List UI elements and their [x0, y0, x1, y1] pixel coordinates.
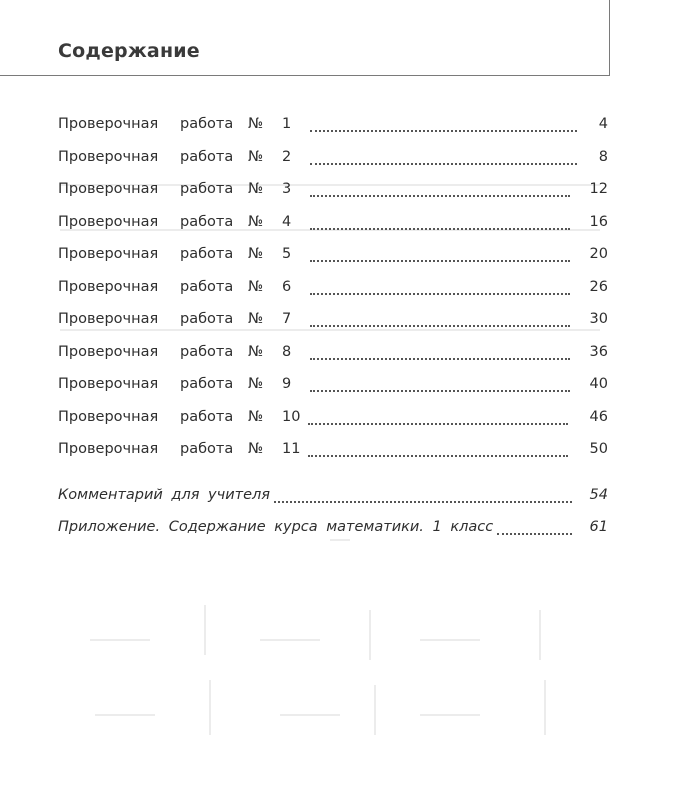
entry-number: 10 [282, 408, 301, 425]
entry-number-sign: № [248, 148, 264, 165]
dot-leader [310, 191, 570, 197]
entry-label-word: Проверочная [58, 376, 159, 392]
entry-label-word: работа [180, 408, 234, 425]
entry-label-word: работа [180, 441, 234, 457]
entry-label-word: Проверочная [58, 116, 159, 132]
entry-page-number: 54 [589, 487, 608, 503]
entry-label-word: Проверочная [58, 278, 159, 295]
entry-label-word: Проверочная [58, 441, 159, 457]
entry-label: Приложение. Содержание курса математики. 1 класс [58, 519, 494, 535]
entry-page-number: 61 [589, 519, 608, 535]
entry-number: 2 [282, 148, 292, 165]
dot-leader [310, 126, 577, 132]
page-title: Содержание [58, 40, 200, 62]
entry-page-number: 50 [589, 441, 608, 457]
toc-entry[interactable] [58, 483, 608, 507]
entry-page-number: 36 [589, 343, 608, 360]
entry-number: 6 [282, 278, 292, 295]
entry-number: 5 [282, 246, 292, 262]
entry-label-word: Проверочная [58, 343, 159, 360]
dot-leader [310, 256, 570, 262]
entry-label-word: работа [180, 148, 234, 165]
entry-label-word: работа [180, 376, 234, 392]
entry-number-sign: № [248, 181, 264, 197]
entry-number-sign: № [248, 278, 264, 295]
entry-page-number: 20 [589, 246, 608, 262]
entry-number: 11 [282, 441, 301, 457]
entry-page-number: 26 [589, 278, 608, 295]
entry-number-sign: № [248, 376, 264, 392]
dot-leader [497, 529, 572, 535]
header-bar [0, 0, 610, 76]
dot-leader [310, 224, 570, 230]
entry-number: 3 [282, 181, 292, 197]
entry-number-sign: № [248, 343, 264, 360]
entry-label-word: работа [180, 246, 234, 262]
toc-entry[interactable] [58, 372, 608, 396]
entry-page-number: 8 [598, 148, 608, 165]
dot-leader [310, 354, 570, 360]
dot-leader [274, 497, 572, 503]
entry-number-sign: № [248, 213, 264, 230]
entry-number: 4 [282, 213, 292, 230]
entry-number-sign: № [248, 246, 264, 262]
entry-label-word: Проверочная [58, 148, 159, 165]
entry-label-word: работа [180, 116, 234, 132]
dot-leader [308, 419, 568, 425]
entry-number-sign: № [248, 441, 264, 457]
toc-entry[interactable] [58, 112, 608, 136]
entry-number: 8 [282, 343, 292, 360]
toc-entry[interactable] [58, 145, 608, 169]
toc-entry[interactable] [58, 307, 608, 331]
entry-number-sign: № [248, 116, 264, 132]
dot-leader [310, 321, 570, 327]
entry-label-word: работа [180, 213, 234, 230]
entry-number: 1 [282, 116, 292, 132]
dot-leader [310, 159, 577, 165]
dot-leader [308, 451, 568, 457]
toc-entry[interactable] [58, 242, 608, 266]
entry-label-word: работа [180, 181, 234, 197]
entry-number-sign: № [248, 408, 264, 425]
entry-page-number: 30 [589, 311, 608, 327]
toc-entry[interactable] [58, 515, 608, 539]
entry-label-word: работа [180, 311, 234, 327]
entry-page-number: 12 [589, 181, 608, 197]
entry-label-word: Проверочная [58, 408, 159, 425]
entry-number: 9 [282, 376, 292, 392]
entry-page-number: 4 [598, 116, 608, 132]
entry-page-number: 40 [589, 376, 608, 392]
toc-entry[interactable] [58, 437, 608, 461]
entry-number: 7 [282, 311, 292, 327]
entry-label-word: Проверочная [58, 311, 159, 327]
entry-label-word: Проверочная [58, 181, 159, 197]
toc-entry[interactable] [58, 340, 608, 364]
dot-leader [310, 386, 570, 392]
dot-leader [310, 289, 570, 295]
toc-entry[interactable] [58, 177, 608, 201]
entry-number-sign: № [248, 311, 264, 327]
toc-entry[interactable] [58, 275, 608, 299]
entry-label: Комментарий для учителя [58, 487, 270, 503]
entry-label-word: работа [180, 343, 234, 360]
toc-entry[interactable] [58, 405, 608, 429]
entry-page-number: 46 [589, 408, 608, 425]
entry-page-number: 16 [589, 213, 608, 230]
toc-entry[interactable] [58, 210, 608, 234]
entry-label-word: Проверочная [58, 246, 159, 262]
entry-label-word: работа [180, 278, 234, 295]
entry-label-word: Проверочная [58, 213, 159, 230]
